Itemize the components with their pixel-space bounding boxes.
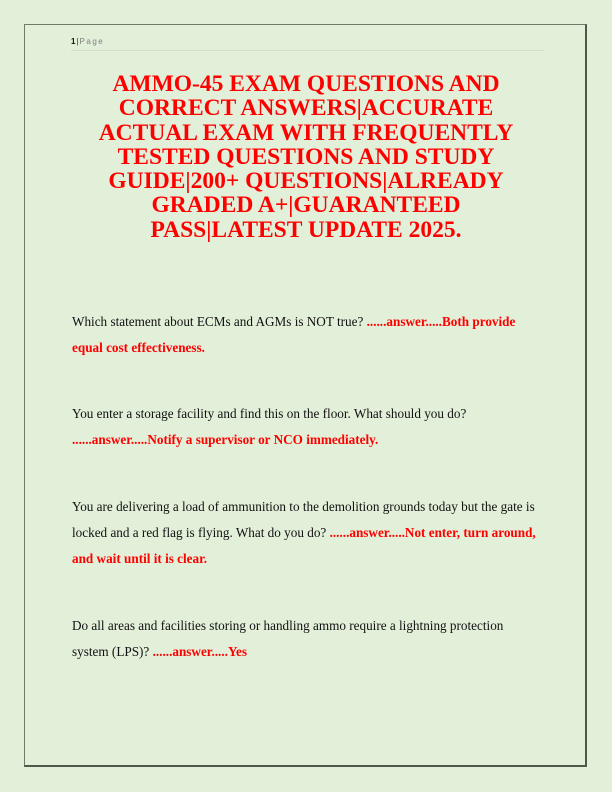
- page-header: [71, 36, 544, 51]
- qa-item: [72, 401, 542, 453]
- page-separator: |: [76, 37, 79, 46]
- question-text: Do all areas and facilities storing or handling ammo require a lightning protection system (LPS)?: [72, 618, 504, 659]
- answer-text: ......answer.....Notify a supervisor or NCO immediately.: [72, 432, 379, 447]
- qa-item: [72, 309, 542, 361]
- answer-text: ......answer.....Both provide equal cost effectiveness.: [72, 314, 516, 355]
- page-number: 1: [71, 37, 76, 46]
- question-text: You are delivering a load of ammunition to the demolition grounds today but the gate is locked and a red flag is flying. What do you do?: [72, 499, 535, 540]
- page-label: Page: [79, 37, 105, 46]
- answer-text: ......answer.....Yes: [152, 644, 247, 659]
- question-text: You enter a storage facility and find this on the floor. What should you do?: [72, 406, 467, 421]
- qa-item: [72, 494, 542, 572]
- qa-item: [72, 613, 542, 665]
- document-title: AMMO-45 EXAM QUESTIONS AND CORRECT ANSWERS|ACCURATE ACTUAL EXAM WITH FREQUENTLY TESTED QUESTIONS AND STUDY GUIDE|200+ QUESTIONS|ALREADY GRADED A+|GUARANTEED PASS|LATEST UPDATE 2025.: [98, 71, 514, 243]
- question-text: Which statement about ECMs and AGMs is NOT true?: [72, 314, 364, 329]
- answer-text: ......answer.....Not enter, turn around, and wait until it is clear.: [72, 525, 536, 566]
